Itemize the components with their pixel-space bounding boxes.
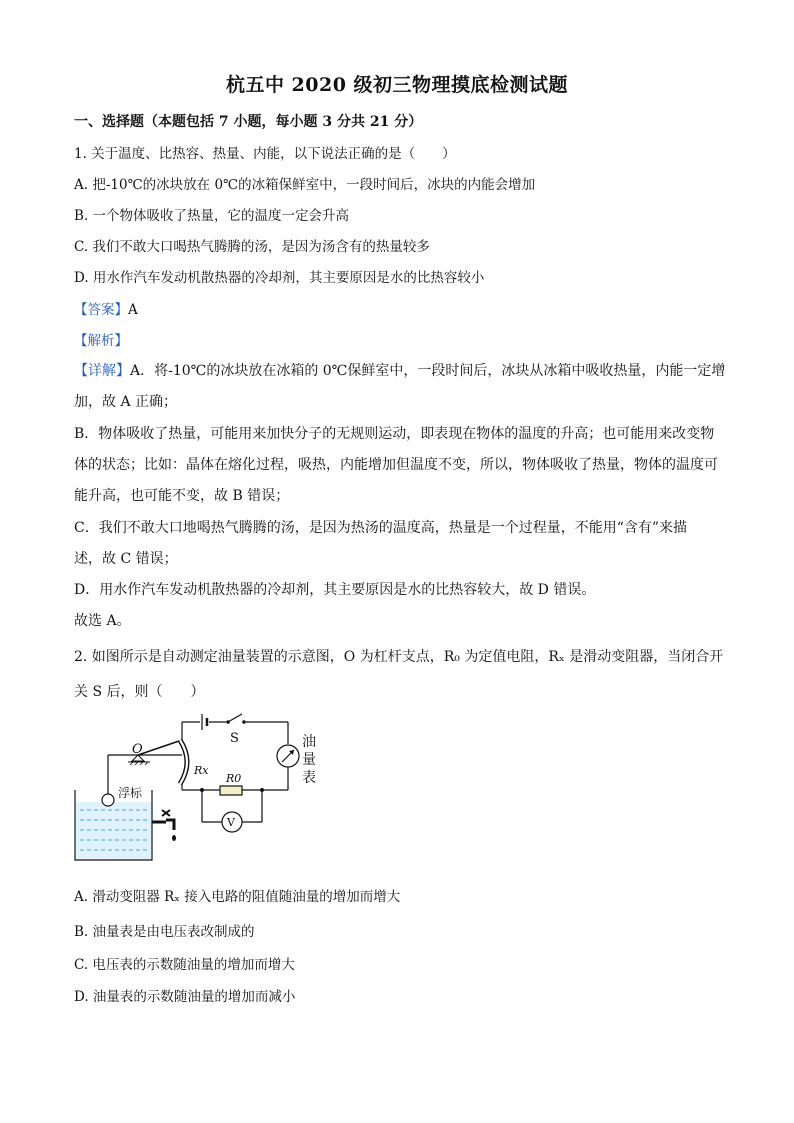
question-1-option-a: A. 把-10℃的冰块放在 0℃的冰箱保鲜室中，一段时间后，冰块的内能会增加 <box>74 177 536 193</box>
detail-line-5: 能升高，也可能不变，故 B 错误； <box>74 488 290 504</box>
answer-value: A <box>128 302 138 318</box>
question-2-stem-line-2: 关 S 后，则（ ） <box>74 684 205 700</box>
detail-line-3: B．物体吸收了热量，可能用来加快分子的无规则运动，即表现在物体的温度的升高；也可能用来改变物 <box>74 426 715 442</box>
meter-label-1: 油 <box>302 734 316 750</box>
detail-line-9: 故选 A。 <box>74 613 131 629</box>
meter-label-2: 量 <box>302 752 316 768</box>
question-2-option-a: A. 滑动变阻器 Rₓ 接入电路的阻值随油量的增加而增大 <box>74 889 401 905</box>
detail-line-6: C．我们不敢大口地喝热气腾腾的汤，是因为热汤的温度高，热量是一个过程量，不能用“含有”来描 <box>74 520 688 536</box>
detail-text: A．将-10℃的冰块放在冰箱的 0℃保鲜室中，一段时间后，冰块从冰箱中吸收热量，内能一定增 <box>130 363 726 379</box>
switch-label: S <box>230 731 239 746</box>
float-ball <box>102 794 114 806</box>
question-2-stem-line-1: 2. 如图所示是自动测定油量装置的示意图，O 为杠杆支点，R₀ 为定值电阻，Rₓ 是滑动变阻器，当闭合开 <box>74 649 724 665</box>
voltmeter-label: V <box>227 816 235 829</box>
answer-tag: 【答案】 <box>74 302 128 318</box>
question-2-option-d: D. 油量表的示数随油量的增加而减小 <box>74 989 296 1005</box>
detail-tag: 【详解】 <box>74 363 130 379</box>
detail-line-7: 述，故 C 错误； <box>74 551 178 567</box>
detail-line-8: D．用水作汽车发动机散热器的冷却剂，其主要原因是水的比热容较大，故 D 错误。 <box>74 582 596 598</box>
question-1-option-c: C. 我们不敢大口喝热气腾腾的汤，是因为汤含有的热量较多 <box>74 239 430 255</box>
oil-gauge-circuit-diagram <box>70 710 330 870</box>
lever-arm <box>138 740 182 755</box>
question-2-option-c: C. 电压表的示数随油量的增加而增大 <box>74 957 295 973</box>
question-1-stem: 1. 关于温度、比热容、热量、内能，以下说法正确的是（ ） <box>74 146 456 162</box>
detail-line-4: 体的状态；比如：晶体在熔化过程，吸热，内能增加但温度不变，所以，物体吸收了热量，物体的温度可 <box>74 457 718 473</box>
question-2-option-b: B. 油量表是由电压表改制成的 <box>74 924 255 940</box>
resistor-r0 <box>220 786 242 795</box>
detail-line-2: 加，故 A 正确； <box>74 394 178 410</box>
page-title: 杭五中 2020 级初三物理摸底检测试题 <box>225 74 569 96</box>
detail-line-1 <box>74 360 725 380</box>
meter-label-3: 表 <box>302 770 316 786</box>
r0-label: R0 <box>226 772 242 785</box>
section-heading: 一、选择题（本题包括 7 小题，每小题 3 分共 21 分） <box>74 114 423 130</box>
analysis-tag: 【解析】 <box>74 333 128 349</box>
faucet-icon <box>152 810 176 841</box>
switch-s <box>228 714 242 722</box>
analysis-line <box>74 329 128 349</box>
float-label: 浮标 <box>118 786 143 800</box>
pivot-label: O <box>132 742 143 757</box>
rx-label: Rx <box>194 764 209 777</box>
answer-line <box>74 298 138 318</box>
question-1-option-b: B. 一个物体吸收了热量，它的温度一定会升高 <box>74 208 350 224</box>
question-1-option-d: D. 用水作汽车发动机散热器的冷却剂，其主要原因是水的比热容较小 <box>74 270 485 286</box>
